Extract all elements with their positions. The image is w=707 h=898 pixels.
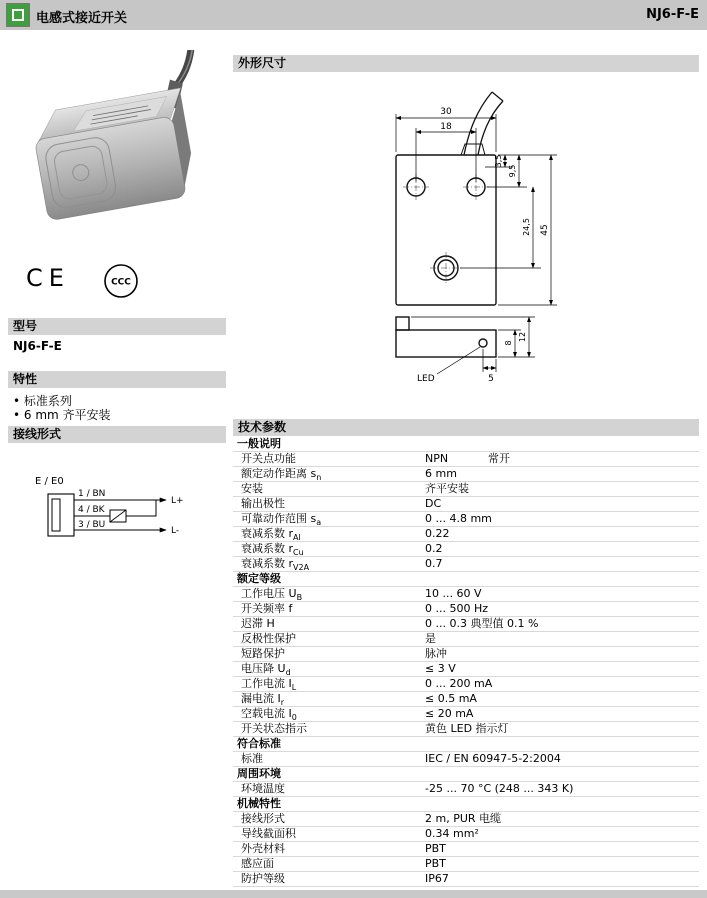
feature-item: • 6 mm 齐平安装: [13, 406, 111, 423]
spec-label: 环境温度: [241, 782, 285, 795]
spec-value: 10 ... 60 V: [425, 587, 482, 600]
spec-value: 0 ... 0.3 典型值 0.1 %: [425, 617, 539, 630]
spec-label: 电压降 $U_d$: [241, 662, 291, 676]
connection-section-header: 接线形式: [8, 426, 226, 443]
spec-row: [233, 647, 699, 662]
spec-section-header: 额定等级: [233, 572, 699, 587]
spec-row: [233, 782, 699, 797]
spec-value: 0.34 mm²: [425, 827, 479, 840]
dim-side-height-overall: 12: [518, 331, 527, 343]
spec-label: 导线截面积: [241, 827, 296, 840]
spec-label: 迟滞 H: [241, 617, 275, 630]
page-header-bar: [0, 0, 707, 30]
spec-row: [233, 752, 699, 767]
spec-label: 衰减系数 $r_{Cu}$: [241, 542, 304, 556]
spec-row: [233, 497, 699, 512]
ccc-mark-text: CCC: [111, 277, 131, 288]
dim-hole-offset-top: 3,5: [494, 154, 503, 168]
spec-label: 标准: [241, 752, 263, 765]
spec-label: 外壳材料: [241, 842, 285, 855]
spec-label: 安装: [241, 482, 263, 495]
spec-value: IEC / EN 60947-5-2:2004: [425, 752, 561, 765]
lminus-label: L-: [171, 526, 180, 536]
page-title: 电感式接近开关: [36, 11, 128, 26]
brand-logo-inner: [12, 9, 24, 21]
spec-label: 开关状态指示: [241, 722, 307, 735]
spec-row: [233, 557, 699, 572]
dim-width-holes: 18: [440, 122, 452, 132]
spec-row: [233, 482, 699, 497]
feature-item: • 标准系列: [13, 392, 72, 409]
led-label: LED: [417, 374, 435, 384]
tech-section-header: 技术参数: [233, 419, 699, 436]
spec-value: 齐平安装: [425, 482, 469, 495]
spec-rows: [233, 437, 699, 887]
spec-value: 2 m, PUR 电缆: [425, 812, 502, 825]
sensor-symbol-element: [52, 499, 60, 531]
spec-label: 反极性保护: [241, 632, 296, 645]
product-photo: [8, 50, 226, 245]
spec-value: NPN: [425, 452, 449, 465]
spec-label: 衰减系数 $r_{Al}$: [241, 527, 301, 541]
spec-row: [233, 707, 699, 722]
spec-value-secondary: 常开: [488, 452, 510, 465]
spec-label: 接线形式: [241, 812, 285, 825]
spec-value: 0.7: [425, 557, 443, 570]
spec-value: 0 ... 500 Hz: [425, 602, 489, 615]
spec-value: 6 mm: [425, 467, 457, 480]
side-dimension-lines: [411, 317, 535, 374]
spec-row: [233, 467, 699, 482]
terminal3-label: 3 / BU: [78, 520, 106, 530]
spec-label: 衰减系数 $r_{V2A}$: [241, 557, 310, 571]
spec-row: [233, 632, 699, 647]
spec-label: 额定动作距离 $s_n$: [241, 467, 322, 481]
spec-value: 0.2: [425, 542, 443, 555]
spec-row: [233, 527, 699, 542]
spec-row: [233, 872, 699, 887]
spec-section-header: 符合标准: [233, 737, 699, 752]
header-product-name: NJ6-F-E: [646, 7, 699, 22]
spec-value: 0 ... 4.8 mm: [425, 512, 492, 525]
spec-row: [233, 722, 699, 737]
spec-row: [233, 512, 699, 527]
dim-hole-center-top: 9,5: [508, 164, 517, 178]
spec-value: ≤ 3 V: [425, 662, 456, 675]
spec-label: 漏电流 $I_r$: [241, 692, 285, 706]
spec-row: [233, 692, 699, 707]
spec-value: 是: [425, 632, 436, 645]
dimension-lines: [396, 114, 557, 305]
spec-value: PBT: [425, 857, 446, 870]
model-value: NJ6-F-E: [13, 339, 62, 353]
ccc-mark: [98, 258, 144, 304]
page-footer-strip: [0, 890, 707, 898]
spec-value: DC: [425, 497, 442, 510]
dim-led-offset: 5: [488, 374, 494, 384]
spec-value: IP67: [425, 872, 449, 885]
spec-row: [233, 662, 699, 677]
dim-face-to-hole: 24,5: [522, 218, 531, 236]
features-section-header: 特性: [8, 371, 226, 388]
dim-width-overall: 30: [440, 107, 452, 117]
terminal2-label: 4 / BK: [78, 505, 105, 515]
spec-value: 脉冲: [425, 647, 447, 660]
lplus-label: L+: [171, 496, 184, 506]
spec-value: 0.22: [425, 527, 450, 540]
spec-section-header: 周围环境: [233, 767, 699, 782]
spec-label: 开关频率 f: [241, 602, 293, 615]
side-view: [396, 317, 496, 357]
spec-row: [233, 542, 699, 557]
spec-label: 开关点功能: [241, 452, 296, 465]
spec-row: [233, 677, 699, 692]
ce-mark: CE: [26, 264, 70, 292]
spec-row: [233, 617, 699, 632]
dimension-drawing: [233, 72, 699, 417]
spec-row: [233, 812, 699, 827]
spec-label: 防护等级: [241, 872, 285, 885]
model-section-header: 型号: [8, 318, 226, 335]
spec-row: [233, 842, 699, 857]
load-symbol-diagonal: [110, 510, 126, 522]
spec-label: 感应面: [241, 857, 274, 870]
wiring-diagram: [8, 468, 226, 568]
spec-section-header: 一般说明: [233, 437, 699, 452]
spec-value: 黄色 LED 指示灯: [425, 722, 509, 735]
spec-label: 工作电流 $I_L$: [241, 677, 297, 691]
brand-logo-icon: [6, 3, 30, 27]
spec-value: ≤ 20 mA: [425, 707, 474, 720]
spec-value: 0 ... 200 mA: [425, 677, 493, 690]
wire-bk-to-lplus: [126, 500, 156, 516]
dimensions-section-header: 外形尺寸: [233, 55, 699, 72]
spec-label: 输出极性: [241, 497, 285, 510]
dim-side-height-body: 8: [504, 340, 513, 346]
spec-row: [233, 827, 699, 842]
spec-value: -25 ... 70 °C (248 ... 343 K): [425, 782, 574, 795]
wiring-variant-label: E / E0: [35, 476, 64, 487]
spec-row: [233, 452, 699, 467]
spec-row: [233, 857, 699, 872]
spec-label: 空载电流 $I_0$: [241, 707, 297, 721]
spec-row: [233, 602, 699, 617]
spec-value: PBT: [425, 842, 446, 855]
spec-value: ≤ 0.5 mA: [425, 692, 477, 705]
dim-height-overall: 45: [540, 224, 550, 236]
terminal1-label: 1 / BN: [78, 489, 106, 499]
spec-label: 可靠动作范围 $s_a$: [241, 512, 322, 526]
spec-row: [233, 587, 699, 602]
spec-label: 短路保护: [241, 647, 285, 660]
spec-section-header: 机械特性: [233, 797, 699, 812]
center-lines: [403, 174, 489, 284]
spec-label: 工作电压 $U_B$: [241, 587, 303, 601]
